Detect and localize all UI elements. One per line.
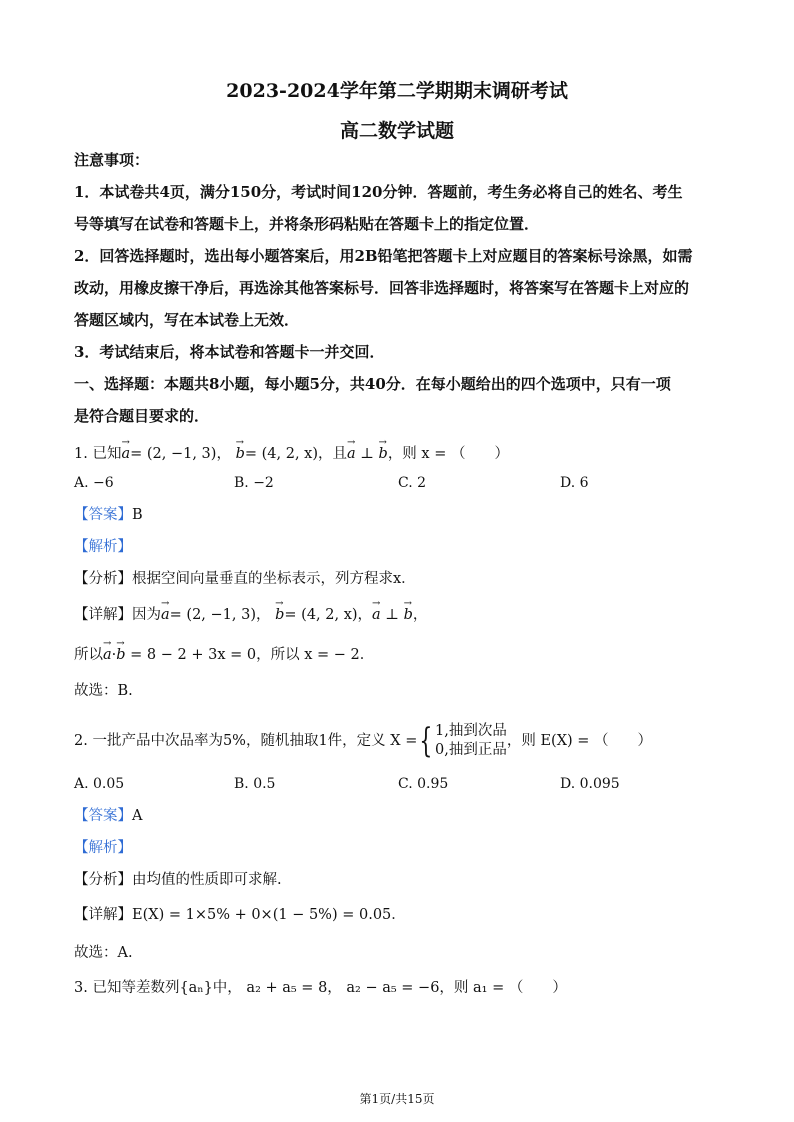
option-b: B. −2 — [234, 475, 274, 491]
analysis-label: 【解析】 — [74, 840, 132, 856]
detail-row: 【详解】E(X) = 1×5% + 0×(1 − 5%) = 0.05． — [74, 907, 406, 923]
conclusion: 故选：B. — [74, 683, 133, 699]
page-title: 2023-2024学年第二学期期末调研考试 — [226, 80, 568, 102]
answer-row: 【答案】A — [74, 808, 143, 824]
question-3-stem: 3. 已知等差数列{aₙ}中， a₂ + a₅ = 8， a₂ − a₅ = −6，则 a₁ = （ ） — [74, 980, 567, 996]
option-a: A. −6 — [74, 475, 114, 491]
section-heading-cont: 是符合题目要求的． — [74, 407, 210, 425]
page-number: 第1页/共15页 — [359, 1092, 435, 1106]
option-b: B. 0.5 — [234, 776, 276, 792]
question-2-stem: 2. 一批产品中次品率为5%，随机抽取1件，定义 X ={ 1,抽到次品 0,抽到正品，则 E(X) = （ ） — [74, 721, 653, 761]
notice-line: 2．回答选择题时，选出每小题答案后，用2B铅笔把答题卡上对应题目的答案标号涂黑，如需 — [74, 247, 693, 265]
option-d: D. 6 — [560, 475, 589, 491]
option-a: A. 0.05 — [74, 776, 125, 792]
answer-row: 【答案】B — [74, 507, 143, 523]
analysis-label: 【解析】 — [74, 539, 132, 555]
fenxi-row: 【分析】根据空间向量垂直的坐标表示，列方程求x． — [74, 571, 416, 587]
fenxi-row: 【分析】由均值的性质即可求解. — [74, 872, 282, 888]
option-d: D. 0.095 — [560, 776, 620, 792]
question-1-stem: 1. 已知→ a= (2, −1, 3)， → b= (4, 2, x)，且→ a ⊥ → b，则 x = （ ） — [74, 444, 509, 464]
detail-row: 【详解】因为→ a= (2, −1, 3)， → b= (4, 2, x)，→ a ⊥ → b， — [74, 605, 427, 625]
section-heading: 一、选择题：本题共8小题，每小题5分，共40分．在每小题给出的四个选项中，只有一项 — [74, 375, 671, 393]
page-subtitle: 高二数学试题 — [339, 120, 454, 142]
detail-row-2: 所以→ a·→ b = 8 − 2 + 3x = 0，所以 x = − 2． — [74, 645, 374, 665]
notice-line: 号等填写在试卷和答题卡上，并将条形码粘贴在答题卡上的指定位置． — [74, 215, 540, 233]
option-c: C. 2 — [398, 475, 427, 491]
option-c: C. 0.95 — [398, 776, 449, 792]
notice-line: 改动，用橡皮擦干净后，再选涂其他答案标号．回答非选择题时，将答案写在答题卡上对应的 — [74, 279, 690, 297]
notice-line: 3．考试结束后，将本试卷和答题卡一并交回． — [74, 343, 385, 361]
notice-line: 1．本试卷共4页，满分150分，考试时间120分钟．答题前，考生务必将自己的姓名、考生 — [74, 183, 683, 201]
notice-line: 答题区域内，写在本试卷上无效． — [74, 311, 300, 329]
conclusion: 故选：A. — [74, 945, 133, 961]
notice-heading: 注意事项： — [74, 151, 150, 169]
